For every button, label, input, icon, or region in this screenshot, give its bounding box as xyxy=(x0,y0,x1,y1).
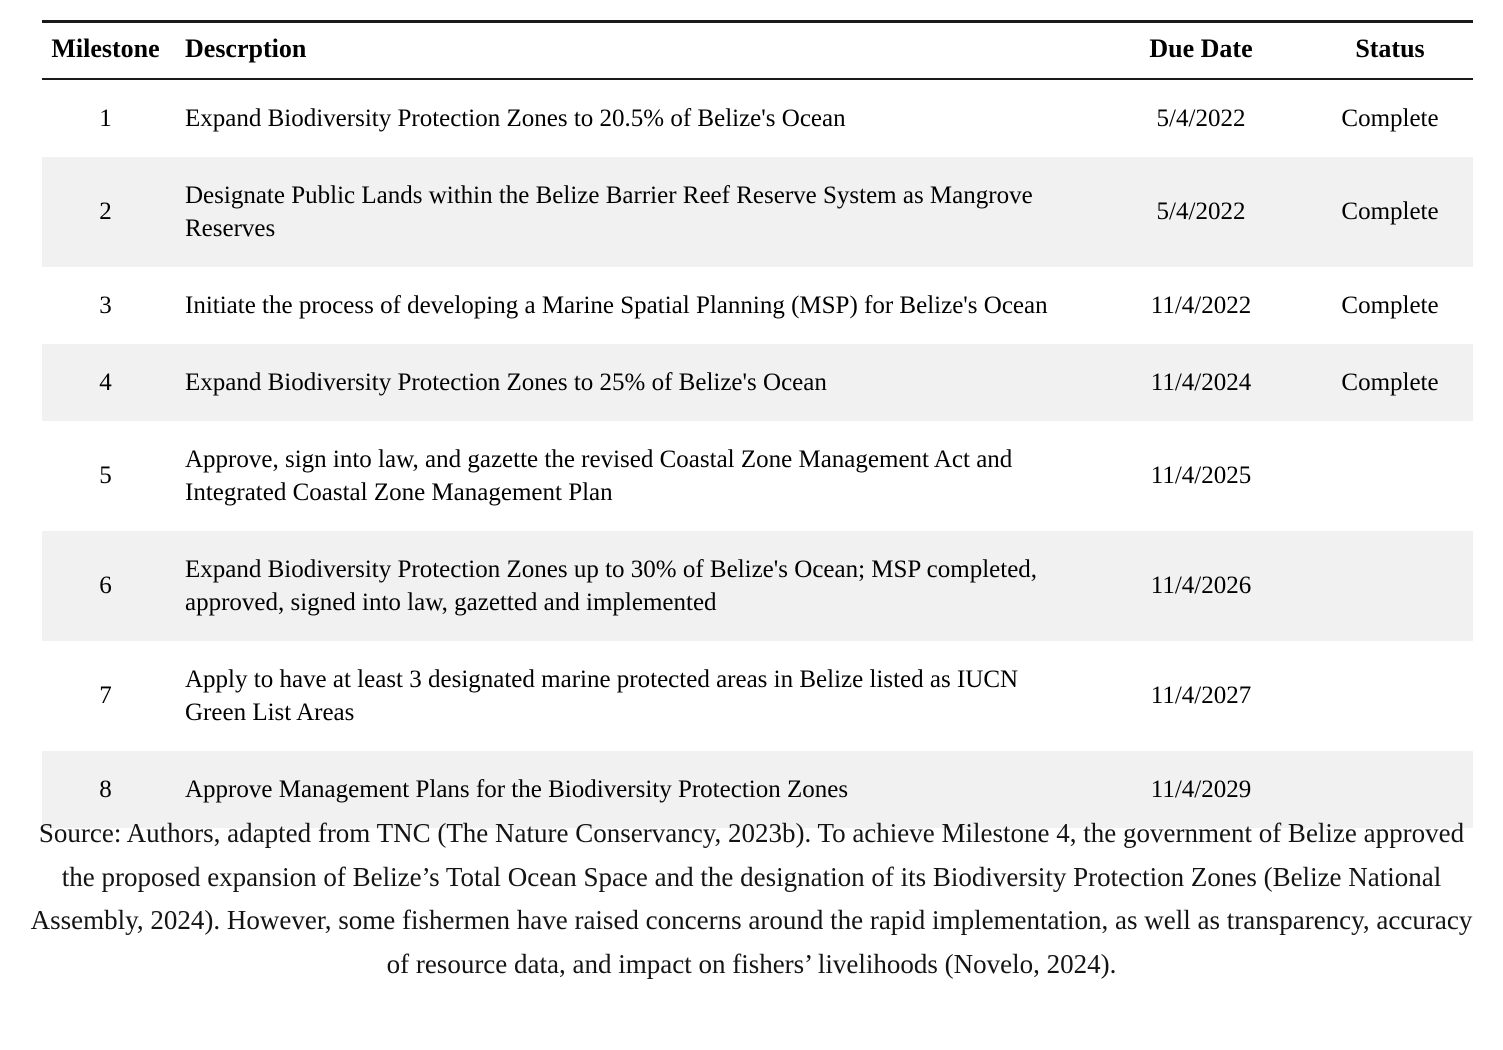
cell-status xyxy=(1307,641,1473,751)
column-header-description: Descrption xyxy=(185,34,307,63)
column-header-status: Status xyxy=(1355,34,1425,63)
cell-milestone-number: 6 xyxy=(42,531,173,641)
cell-due-date: 11/4/2026 xyxy=(1095,531,1307,641)
cell-milestone-number: 1 xyxy=(42,80,173,157)
cell-status: Complete xyxy=(1307,344,1473,421)
cell-milestone-number: 3 xyxy=(42,267,173,344)
cell-description: Designate Public Lands within the Belize Barrier Reef Reserve System as Mangrove Reserves xyxy=(173,157,1095,267)
cell-description: Expand Biodiversity Protection Zones up to 30% of Belize's Ocean; MSP completed, approved, signed into law, gazetted and implemented xyxy=(173,531,1095,641)
table-row xyxy=(42,344,1473,421)
cell-description: Approve Management Plans for the Biodiversity Protection Zones xyxy=(173,751,1095,828)
cell-due-date: 11/4/2029 xyxy=(1095,751,1307,828)
milestones-table-body xyxy=(42,80,1473,828)
cell-due-date: 11/4/2024 xyxy=(1095,344,1307,421)
cell-status xyxy=(1307,421,1473,531)
table-caption: Source: Authors, adapted from TNC (The Nature Conservancy, 2023b). To achieve Milestone 4, the government of Belize approved the proposed expansion of Belize’s Total Ocean Space and the designation of its Biodiversity Protection Zones (Belize National Assembly, 2024). However, some fishermen have raised concerns around the rapid implementation, as well as transparency, accuracy of resource data, and impact on fishers’ livelihoods (Novelo, 2024). xyxy=(30,818,1473,980)
table-header xyxy=(42,23,1473,78)
table-row xyxy=(42,421,1473,531)
table-header-row xyxy=(42,23,1473,78)
cell-milestone-number: 4 xyxy=(42,344,173,421)
cell-milestone-number: 8 xyxy=(42,751,173,828)
column-header-milestone: Milestone xyxy=(51,34,160,63)
table-row xyxy=(42,80,1473,157)
milestones-table-container xyxy=(42,20,1473,828)
cell-milestone-number: 7 xyxy=(42,641,173,751)
cell-description: Apply to have at least 3 designated marine protected areas in Belize listed as IUCN Green List Areas xyxy=(173,641,1095,751)
table-body xyxy=(42,80,1473,828)
cell-status xyxy=(1307,531,1473,641)
cell-due-date: 11/4/2027 xyxy=(1095,641,1307,751)
cell-milestone-number: 2 xyxy=(42,157,173,267)
cell-due-date: 11/4/2022 xyxy=(1095,267,1307,344)
table-row xyxy=(42,157,1473,267)
cell-due-date: 5/4/2022 xyxy=(1095,157,1307,267)
cell-status: Complete xyxy=(1307,80,1473,157)
table-row xyxy=(42,641,1473,751)
cell-description: Expand Biodiversity Protection Zones to 20.5% of Belize's Ocean xyxy=(173,80,1095,157)
cell-due-date: 5/4/2022 xyxy=(1095,80,1307,157)
cell-description: Approve, sign into law, and gazette the revised Coastal Zone Management Act and Integrated Coastal Zone Management Plan xyxy=(173,421,1095,531)
milestones-table xyxy=(42,23,1473,78)
cell-status: Complete xyxy=(1307,267,1473,344)
table-row xyxy=(42,267,1473,344)
table-row xyxy=(42,531,1473,641)
cell-due-date: 11/4/2025 xyxy=(1095,421,1307,531)
column-header-due-date: Due Date xyxy=(1149,34,1253,63)
cell-status: Complete xyxy=(1307,157,1473,267)
cell-description: Initiate the process of developing a Marine Spatial Planning (MSP) for Belize's Ocean xyxy=(173,267,1095,344)
cell-milestone-number: 5 xyxy=(42,421,173,531)
cell-description: Expand Biodiversity Protection Zones to 25% of Belize's Ocean xyxy=(173,344,1095,421)
